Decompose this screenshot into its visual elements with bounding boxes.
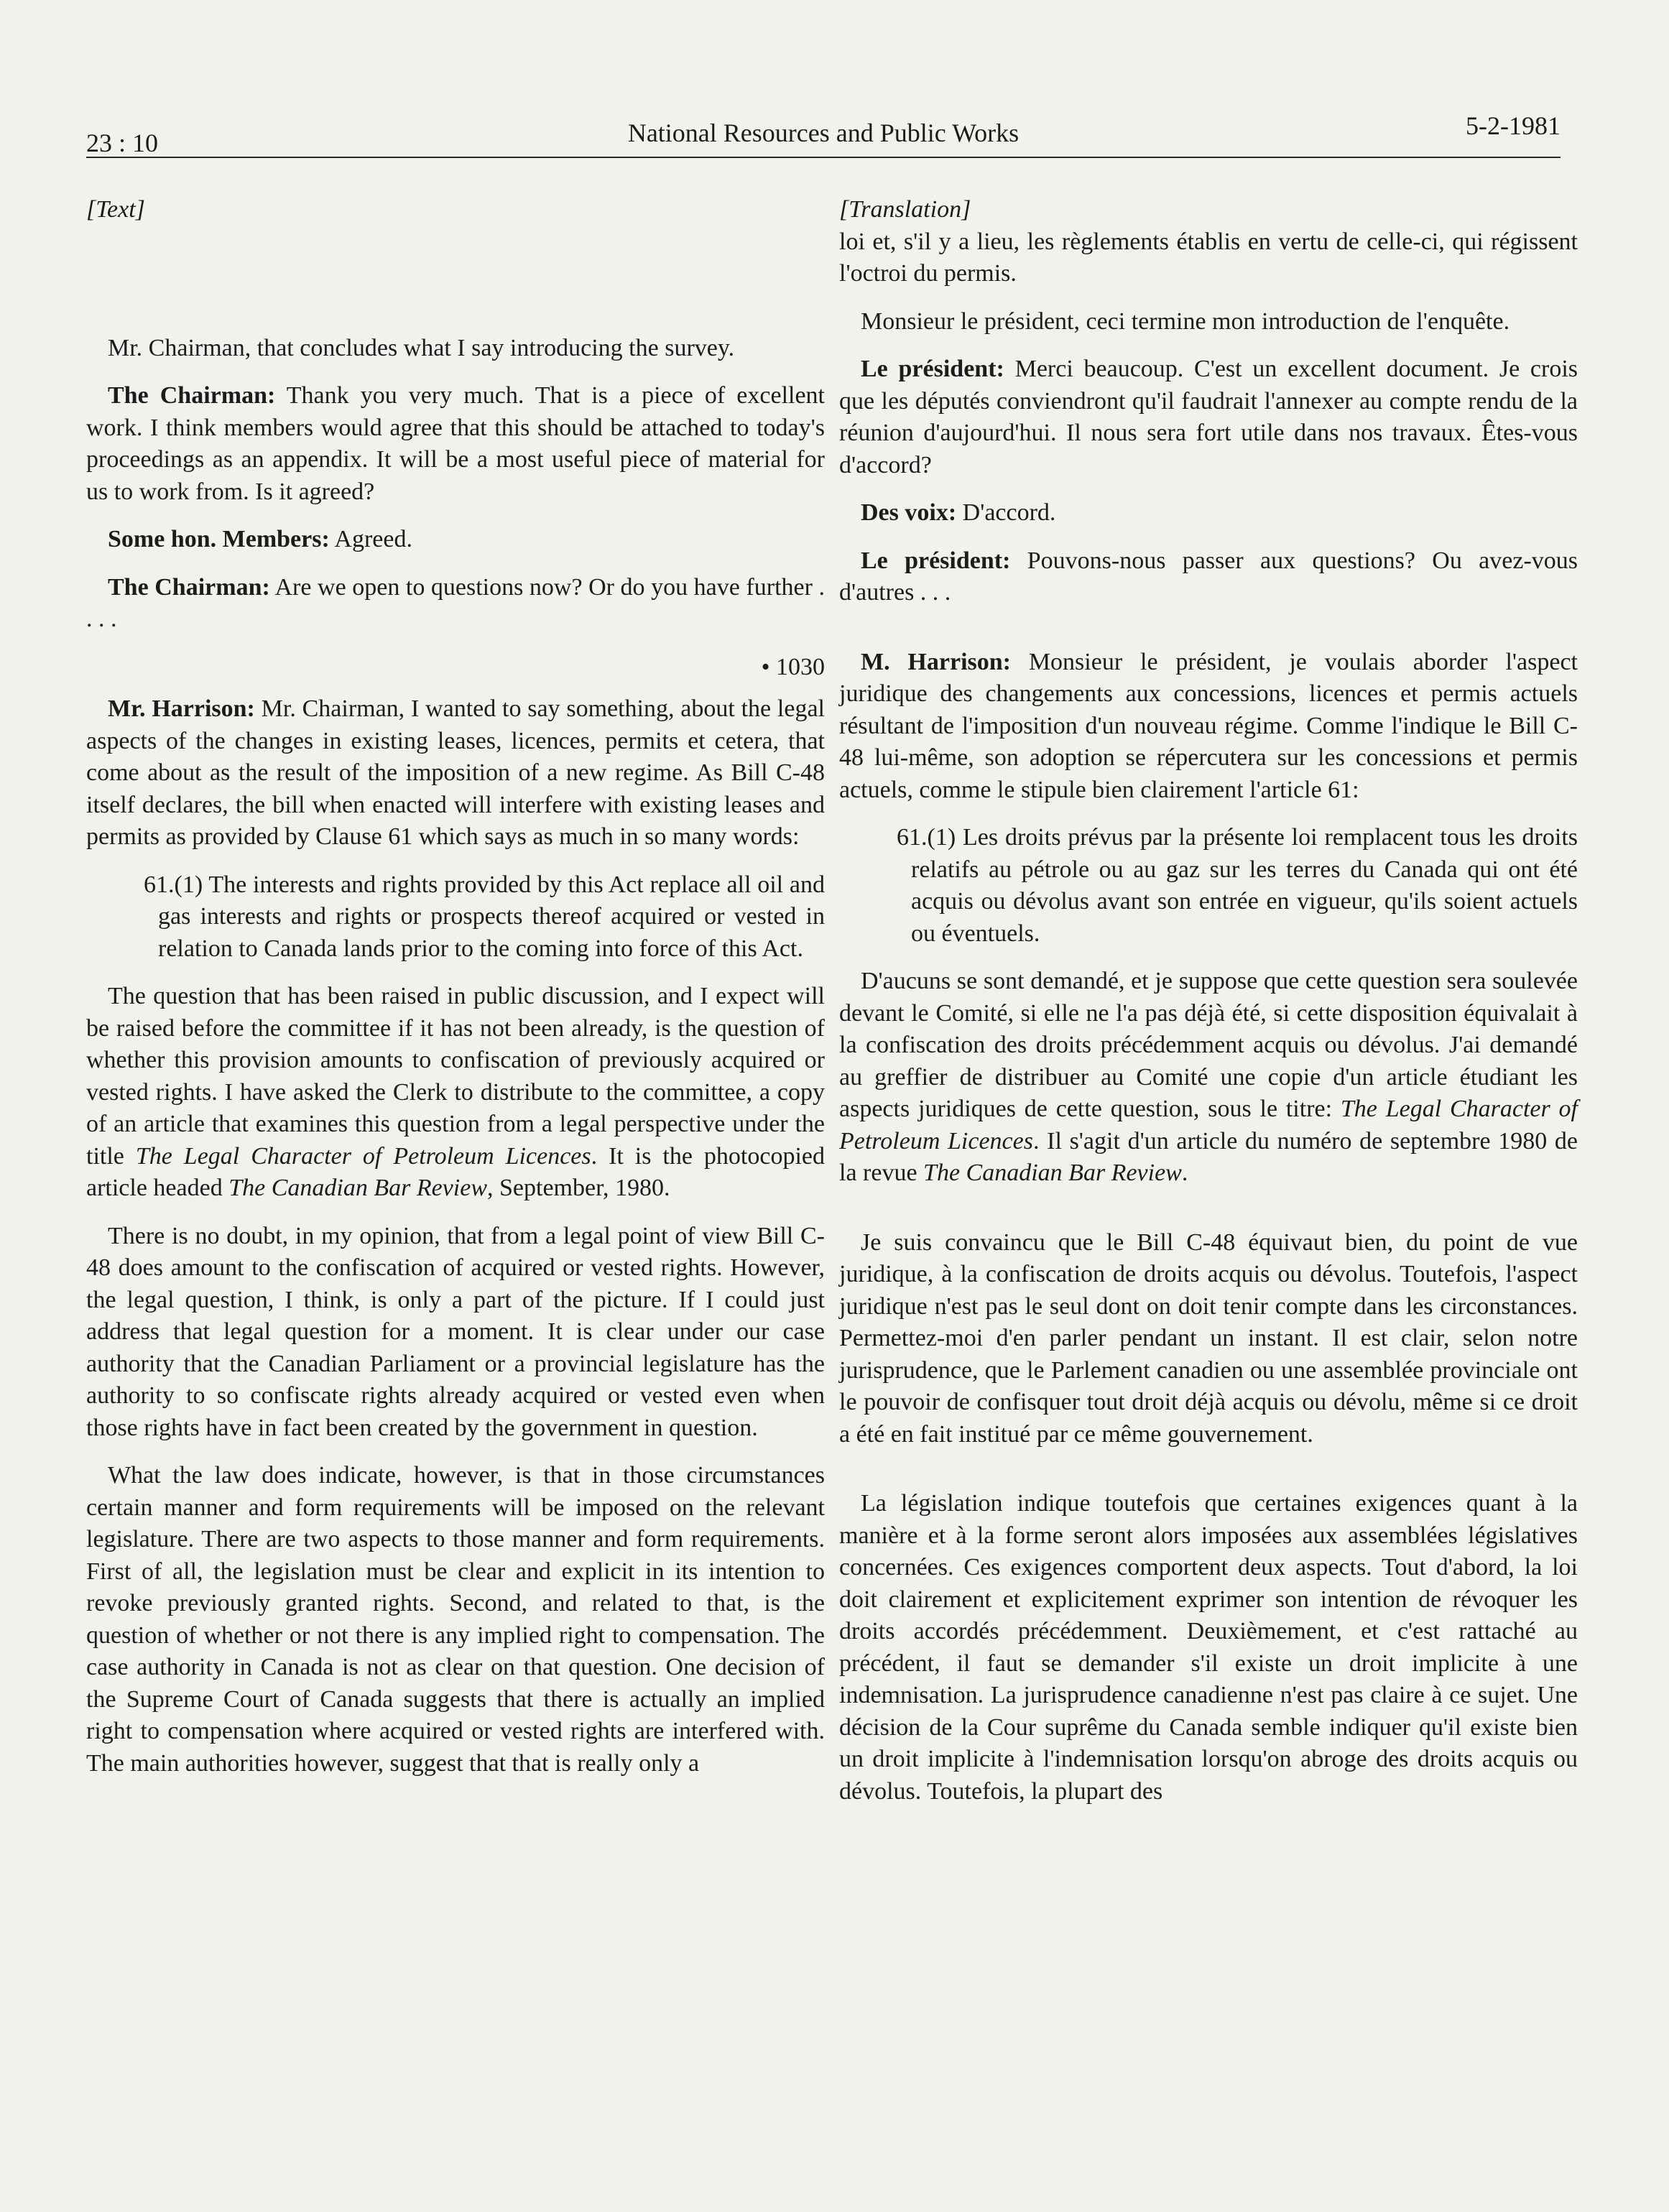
paragraph: Le président: Merci beaucoup. C'est un excellent document. Je crois que les députés conviendront qu'il faudrait l'annexer au compte rendu de la réunion d'aujourd'hui. Il nous sera fort utile dans nos travaux. Êtes-vous d'accord? bbox=[839, 356, 1578, 478]
journal-title: The Canadian Bar Review bbox=[923, 1160, 1182, 1186]
paragraph: M. Harrison: Monsieur le président, je voulais aborder l'aspect juridique des changements aux concessions, licences et permis actuels résultant de l'imposition d'un nouveau régime. Comme l'indique le Bill C-48 lui-même, son adoption se répercutera sur les concessions et permis actuels, comme le stipule bien clairement l'article 61: bbox=[839, 648, 1578, 803]
paragraph: The Chairman: Are we open to questions now? Or do you have further . . . . bbox=[86, 573, 825, 632]
paragraph: Mr. Chairman, that concludes what I say introducing the survey. bbox=[108, 334, 735, 361]
speaker: M. Harrison: bbox=[861, 648, 1011, 675]
paragraph: D'aucuns se sont demandé, et je suppose que cette question sera soulevée devant le Comité, si elle ne l'a pas déjà été, si cette disposition équivalait à la confiscation des droits précédemment acquis ou dévolus. J'ai demandé au greffier de distribuer au Comité une copie d'un article étudiant les aspects juridiques de cette question, sous le titre: The Legal Character of Petroleum Licences. Il s'agit d'un article du numéro de septembre 1980 de la revue The Canadian Bar Review. bbox=[839, 968, 1578, 1186]
running-title: National Resources and Public Works bbox=[627, 119, 1020, 147]
page-header bbox=[86, 106, 1561, 158]
quoted-clause: 61.(1) Les droits prévus par la présente loi remplacent tous les droits relatifs au pétrole ou au gaz sur les terres du Canada qui ont été acquis ou dévolus avant son entrée en vigueur, qu'ils soient actuels ou éventuels. bbox=[897, 824, 1578, 947]
paragraph: La législation indique toutefois que certaines exigences quant à la manière et à la forme seront alors imposées aux assemblées législatives concernées. Ces exigences comportent deux aspects. Tout d'abord, la loi doit clairement et explicitement exprimer son intention de révoquer les droits accordés précédemment. Deuxièmement, et c'est rattaché au précédent, il faut se demander s'il existe un droit implicite à une indemnisation. La jurisprudence canadienne n'est pas claire à ce sujet. Une décision de la Cour suprême du Canada semble indiquer qu'il existe bien un droit implicite à l'indemnisation lorsqu'on abroge des droits acquis ou dévolus. Toutefois, la plupart des bbox=[839, 1490, 1578, 1805]
speaker: Le président: bbox=[861, 547, 1011, 574]
speaker: Des voix: bbox=[861, 499, 957, 526]
paragraph: Mr. Harrison: Mr. Chairman, I wanted to say something, about the legal aspects of the changes in existing leases, licences, permits et cetera, that come about as the result of the imposition of a new regime. As Bill C-48 itself declares, the bill when enacted will interfere with existing leases and permits as provided by Clause 61 which says as much in so many words: bbox=[86, 695, 825, 850]
section-label: [Translation] bbox=[839, 196, 971, 223]
paragraph: Le président: Pouvons-nous passer aux questions? Ou avez-vous d'autres . . . bbox=[839, 547, 1578, 606]
spacer bbox=[839, 1466, 1578, 1488]
article-title: The Legal Character of Petroleum Licences bbox=[135, 1142, 591, 1170]
paragraph: What the law does indicate, however, is that in those circumstances certain manner and form requirements will be imposed on the relevant legislature. There are two aspects to those manner and form requirements. First of all, the legislation must be clear and explicit in its intention to revoke previously granted rights. Second, and related to that, is the question of whether or not there is any implied right to compensation. The case authority in Canada is not as clear on that question. One decision of the Supreme Court of Canada suggests that there is actually an implied right to compensation where acquired or vested rights are interfered with. The main authorities however, suggest that that is really only a bbox=[86, 1462, 825, 1777]
paragraph: Des voix: D'accord. bbox=[861, 499, 1056, 526]
paragraph: loi et, s'il y a lieu, les règlements établis en vertu de celle-ci, qui régissent l'octroi du permis. bbox=[839, 228, 1578, 287]
english-column bbox=[86, 194, 825, 1795]
speaker: Mr. Harrison: bbox=[108, 695, 255, 722]
speaker: Some hon. Members: bbox=[108, 526, 330, 552]
speaker: The Chairman: bbox=[108, 573, 270, 601]
issue-date: 5-2-1981 bbox=[1466, 111, 1561, 140]
paragraph: Je suis convaincu que le Bill C-48 équivaut bien, du point de vue juridique, à la confiscation de droits acquis ou dévolus. Toutefois, l'aspect juridique n'est pas le seul dont on doit tenir compte dans les circonstances. Permettez-moi d'en parler pendant un instant. Il est clair, selon notre jurisprudence, que le Parlement canadien ou une assemblée provinciale ont le pouvoir de confisquer tout droit déjà acquis ou dévolu, même si ce droit a été en fait institué par ce même gouvernement. bbox=[839, 1228, 1578, 1448]
section-label: [Text] bbox=[86, 196, 145, 223]
paragraph: The question that has been raised in public discussion, and I expect will be raised before the committee if it has not been already, is the question of whether this provision amounts to confiscation of previously acquired or vested rights. I have asked the Clerk to distribute to the committee, a copy of an article that examines this question from a legal perspective under the title The Legal Character of Petroleum Licences. It is the photocopied article headed The Canadian Bar Review, September, 1980. bbox=[86, 983, 825, 1201]
article-title: The Legal Character of Petroleum Licences bbox=[839, 1096, 1578, 1154]
french-column bbox=[839, 194, 1578, 1823]
page-number: 23 : 10 bbox=[86, 129, 159, 157]
paragraph: Some hon. Members: Agreed. bbox=[108, 526, 412, 552]
quoted-clause: 61.(1) The interests and rights provided by this Act replace all oil and gas interests and rights or prospects thereof acquired or vested in relation to Canada lands prior to the coming into force of this Act. bbox=[144, 871, 825, 962]
spacer bbox=[839, 1206, 1578, 1227]
paragraph: The Chairman: Thank you very much. That is a piece of excellent work. I think members would agree that this should be attached to today's proceedings as an appendix. It will be a most useful piece of material for us to work from. Is it agreed? bbox=[86, 382, 825, 505]
time-stamp: • 1030 bbox=[761, 653, 825, 680]
journal-title: The Canadian Bar Review bbox=[228, 1175, 488, 1201]
spacer bbox=[839, 625, 1578, 647]
speaker: Le président: bbox=[861, 356, 1004, 382]
paragraph: Monsieur le président, ceci termine mon introduction de l'enquête. bbox=[861, 307, 1510, 335]
paragraph: There is no doubt, in my opinion, that from a legal point of view Bill C-48 does amount to the confiscation of acquired or vested rights. However, the legal question, I think, is only a part of the picture. If I could just address that legal question for a moment. It is clear under our case authority that the Canadian Parliament or a provincial legislature has the authority to so confiscate rights already acquired or vested even when those rights have in fact been created by the government in question. bbox=[86, 1222, 825, 1441]
speaker: The Chairman: bbox=[108, 382, 276, 409]
